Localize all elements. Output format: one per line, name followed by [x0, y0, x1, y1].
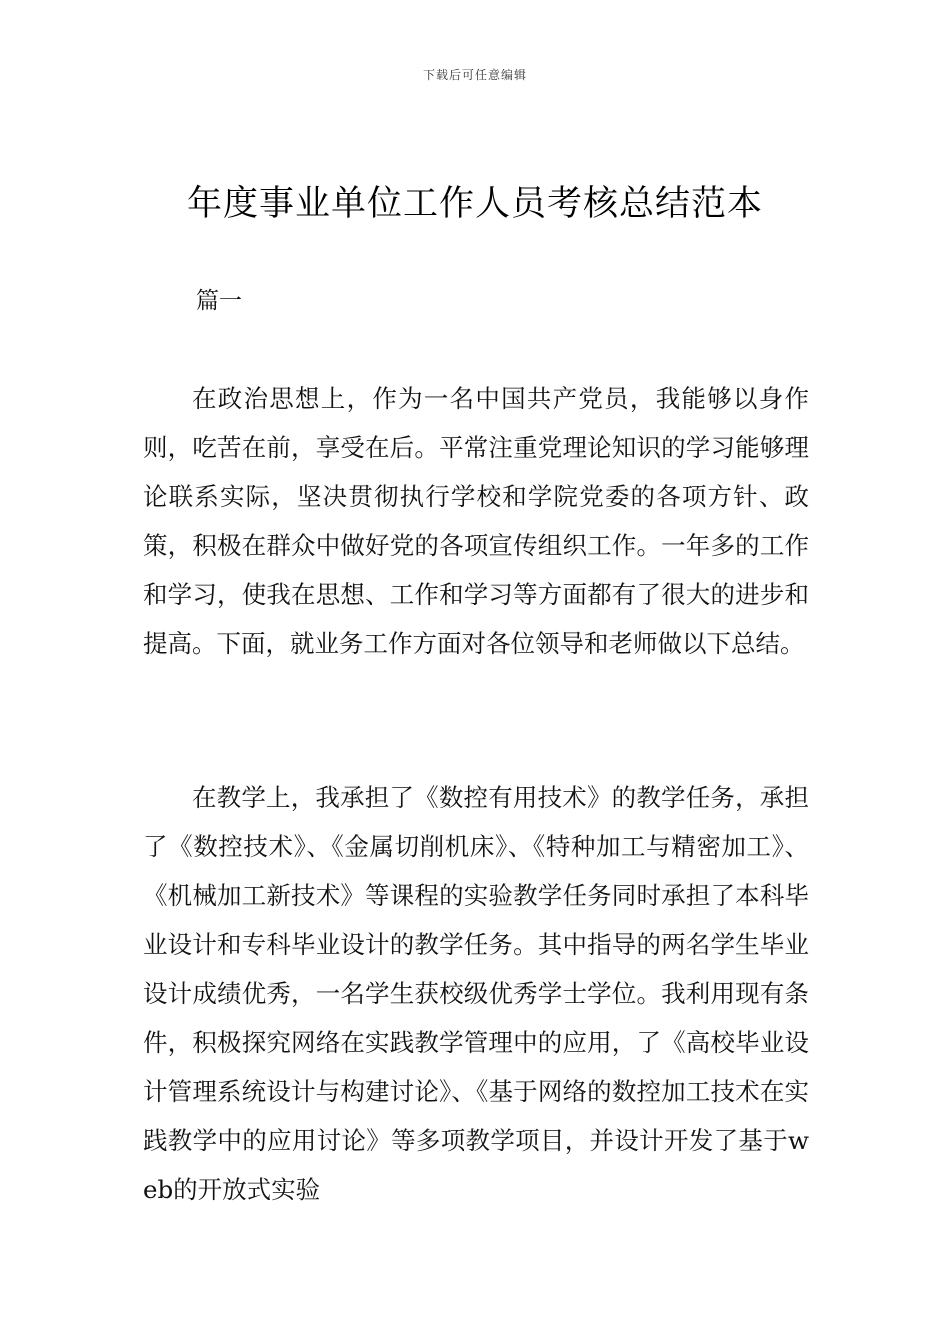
- header-note: 下载后可任意编辑: [422, 68, 527, 82]
- paragraph-teaching: 在教学上，我承担了《数控有用技术》的教学任务，承担了《数控技术》、《金属切削机床》、《特种加工与精密加工》、《机械加工新技术》等课程的实验教学任务同时承担了本科毕业设计和专科毕业设计的教学任务。其中指导的两名学生毕业设计成绩优秀，一名学生获校级优秀学士学位。我利用现有条件，积极探究网络在实践教学管理中的应用，了《高校毕业设计管理系统设计与构建讨论》、《基于网络的数控加工技术在实践教学中的应用讨论》等多项教学项目，并设计开发了基于web的开放式实验: [143, 783, 809, 1204]
- document-title: 年度事业单位工作人员考核总结范本: [186, 184, 763, 224]
- section-label: 篇一: [196, 288, 242, 314]
- paragraph-political-thought: 在政治思想上，作为一名中国共产党员，我能够以身作则，吃苦在前，享受在后。平常注重党理论知识的学习能够理论联系实际，坚决贯彻执行学校和学院党委的各项方针、政策，积极在群众中做好党的各项宣传组织工作。一年多的工作和学习，使我在思想、工作和学习等方面都有了很大的进步和提高。下面，就业务工作方面对各位领导和老师做以下总结。: [143, 384, 809, 658]
